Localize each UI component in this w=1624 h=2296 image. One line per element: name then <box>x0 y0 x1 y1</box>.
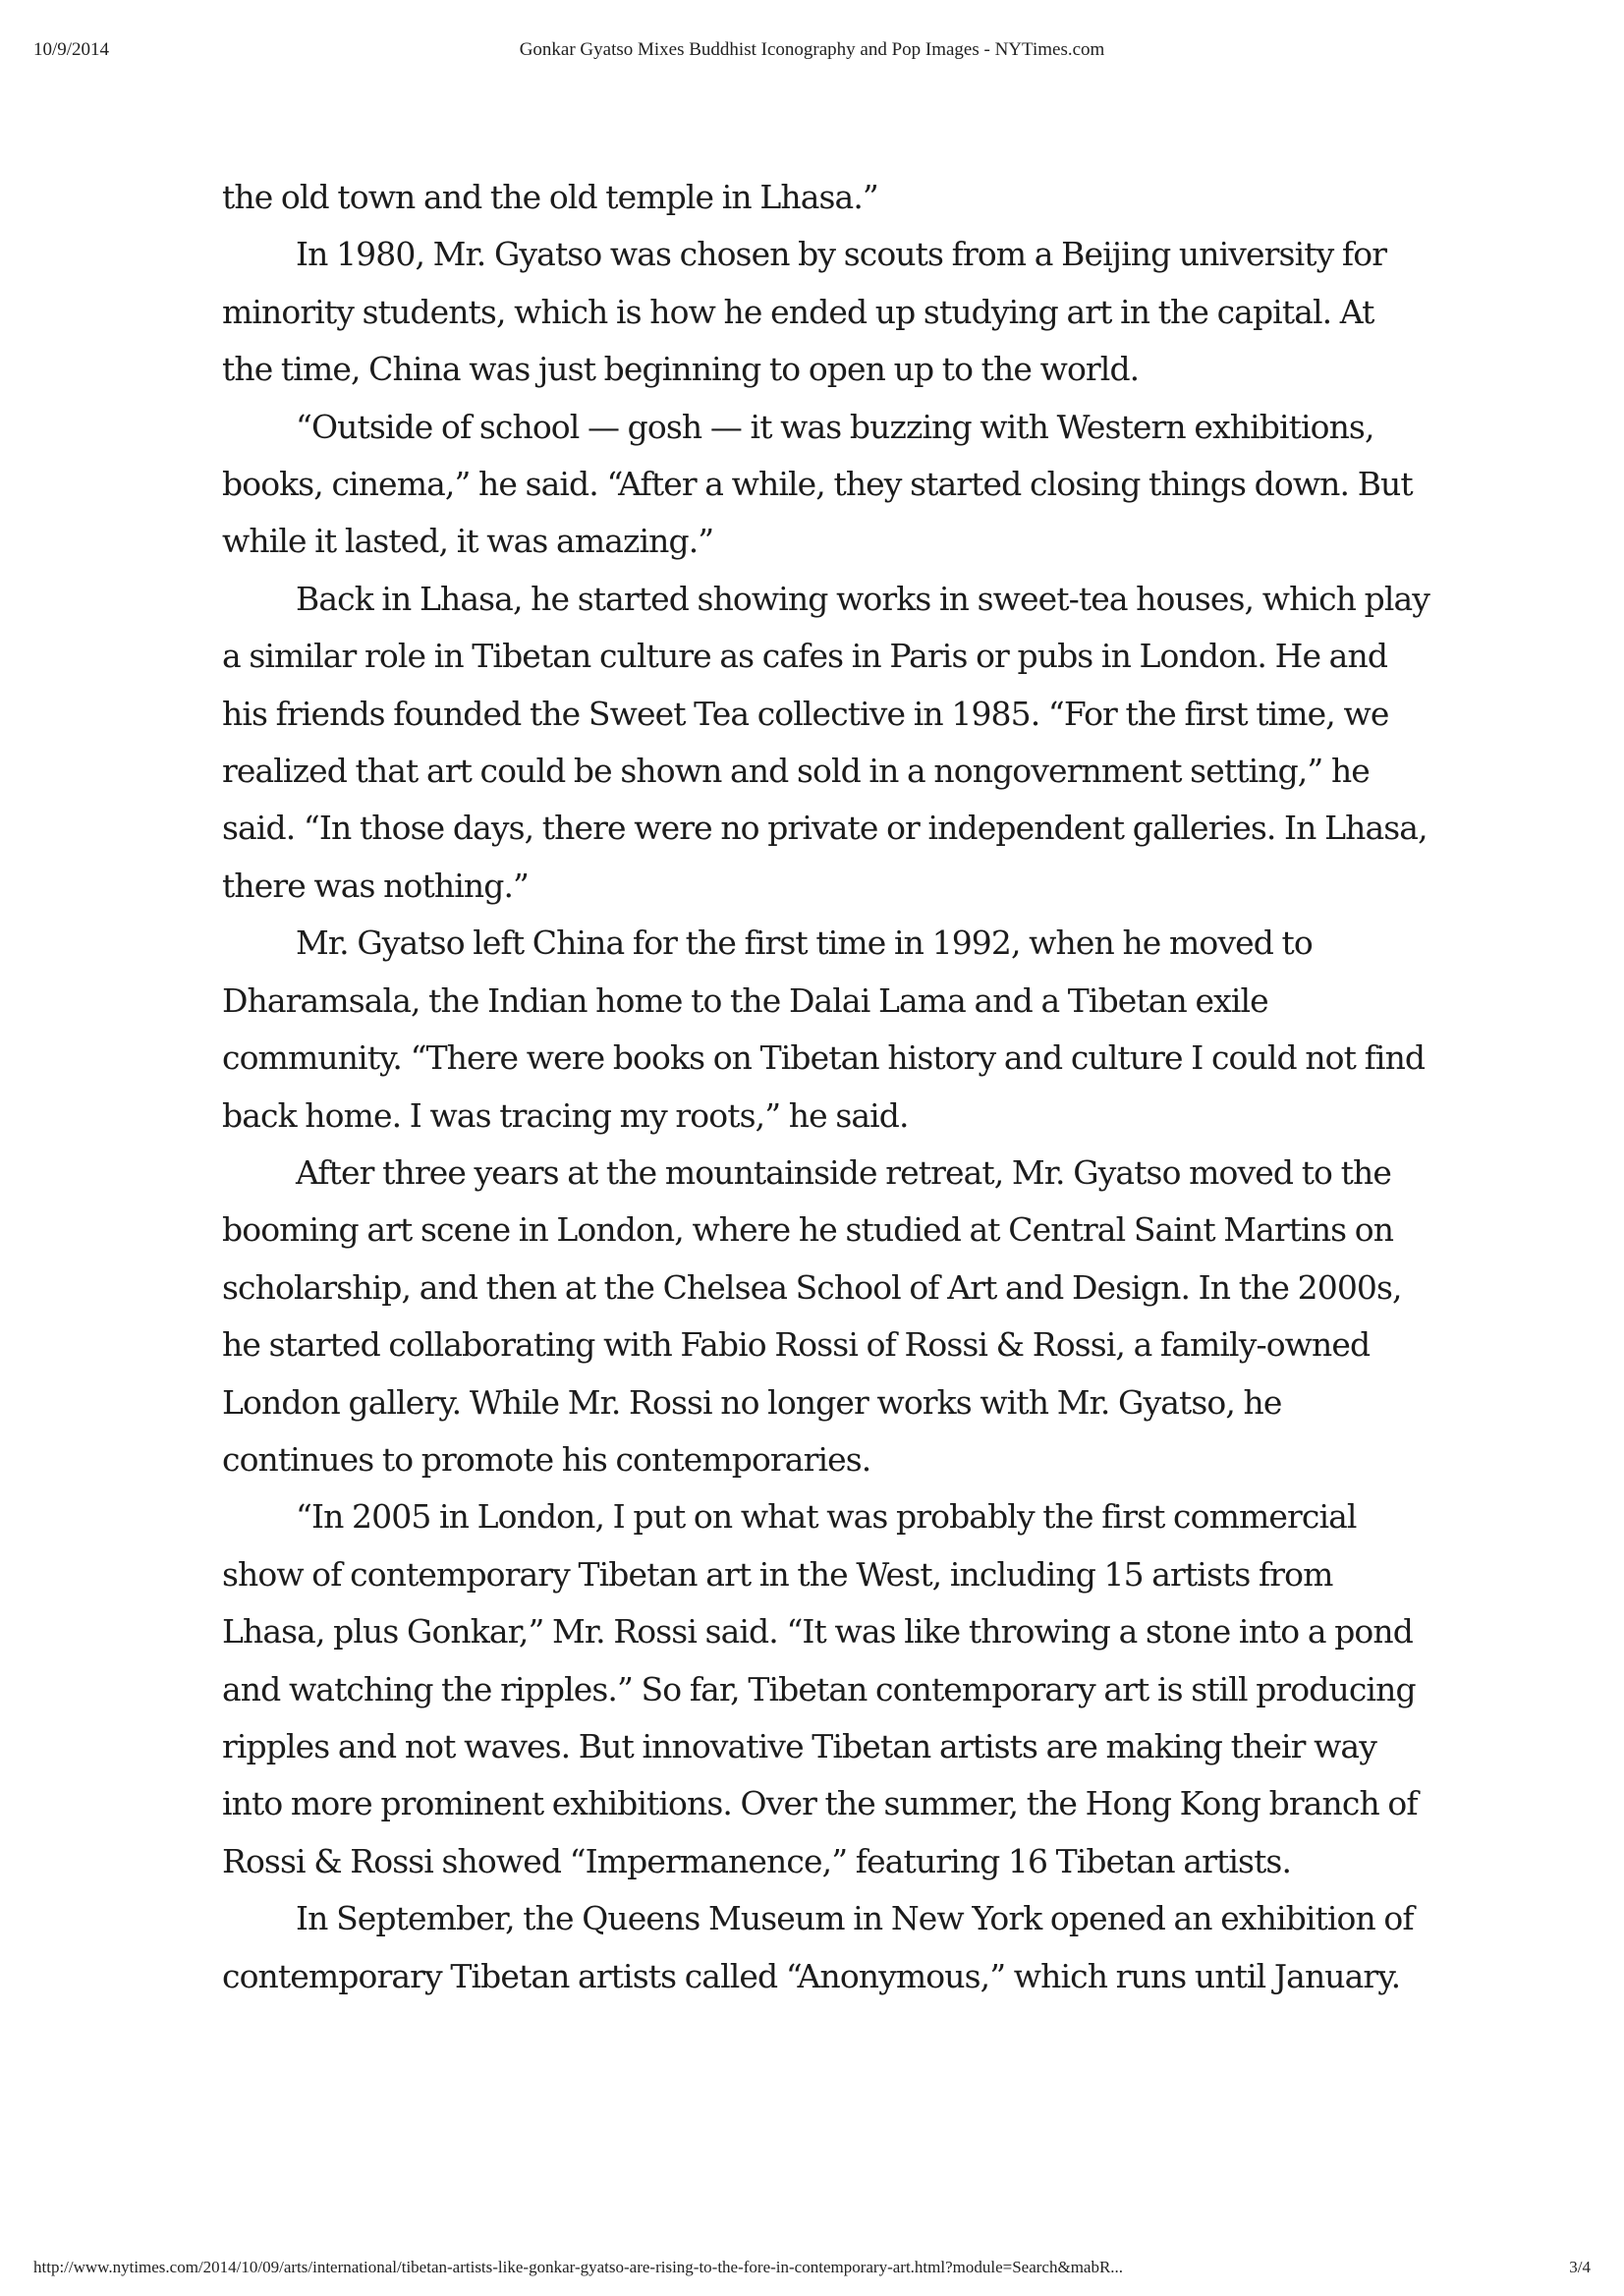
article-paragraph: In 1980, Mr. Gyatso was chosen by scouts from a Beijing university for minority students, which is how he ended up studying art in the capital. At the time, China was just beginning to open up to the world. <box>222 235 1387 389</box>
article-paragraph: Back in Lhasa, he started showing works in sweet-tea houses, which play a similar role in Tibetan culture as cafes in Paris or pubs in London. He and his friends founded the Sweet Tea collective in 1985. “For the first time, we realized that art could be shown and sold in a nongovernment setting,” he said. “In those days, there were no private or independent galleries. In Lhasa, there was nothing.” <box>222 579 1430 905</box>
article-paragraph: “In 2005 in London, I put on what was probably the first commercial show of contemporary Tibetan art in the West, including 15 artists from Lhasa, plus Gonkar,” Mr. Rossi said. “It was like throwing a stone into a pond and watching the ripples.” So far, Tibetan contemporary art is still producing ripples and not waves. But innovative Tibetan artists are making their way into more prominent exhibitions. Over the summer, the Hong Kong branch of Rossi & Rossi showed “Impermanence,” featuring 16 Tibetan artists. <box>222 1497 1418 1880</box>
article-paragraph: After three years at the mountainside retreat, Mr. Gyatso moved to the booming art scene in London, where he studied at Central Saint Martins on scholarship, and then at the Chelsea School of Art and Design. In the 2000s, he started collaborating with Fabio Rossi of Rossi & Rossi, a family-owned London gallery. While Mr. Rossi no longer works with Mr. Gyatso, he continues to promote his contemporaries. <box>222 1152 1402 1479</box>
article-body <box>222 169 1430 2005</box>
print-footer <box>33 2258 1591 2283</box>
article-paragraph: In September, the Queens Museum in New York opened an exhibition of contemporary Tibetan artists called “Anonymous,” which runs until January. <box>222 1899 1414 1995</box>
article-paragraph: “Outside of school — gosh — it was buzzing with Western exhibitions, books, cinema,” he said. “After a while, they started closing things down. But while it lasted, it was amazing.” <box>222 407 1413 561</box>
page-number: 3/4 <box>1569 2258 1591 2276</box>
page-url: http://www.nytimes.com/2014/10/09/arts/international/tibetan-artists-like-gonkar-gyatso-are-rising-to-the-fore-in-contemporary-art.html?module=Search&mabR... <box>33 2258 1124 2276</box>
print-header <box>33 39 1591 69</box>
print-date: 10/9/2014 <box>33 39 110 60</box>
page-title: Gonkar Gyatso Mixes Buddhist Iconography and Pop Images - NYTimes.com <box>519 39 1105 60</box>
article-paragraph: the old town and the old temple in Lhasa.” <box>222 178 878 216</box>
article-paragraph: Mr. Gyatso left China for the first time in 1992, when he moved to Dharamsala, the Indian home to the Dalai Lama and a Tibetan exile community. “There were books on Tibetan history and culture I could not find back home. I was tracing my roots,” he said. <box>222 924 1426 1135</box>
